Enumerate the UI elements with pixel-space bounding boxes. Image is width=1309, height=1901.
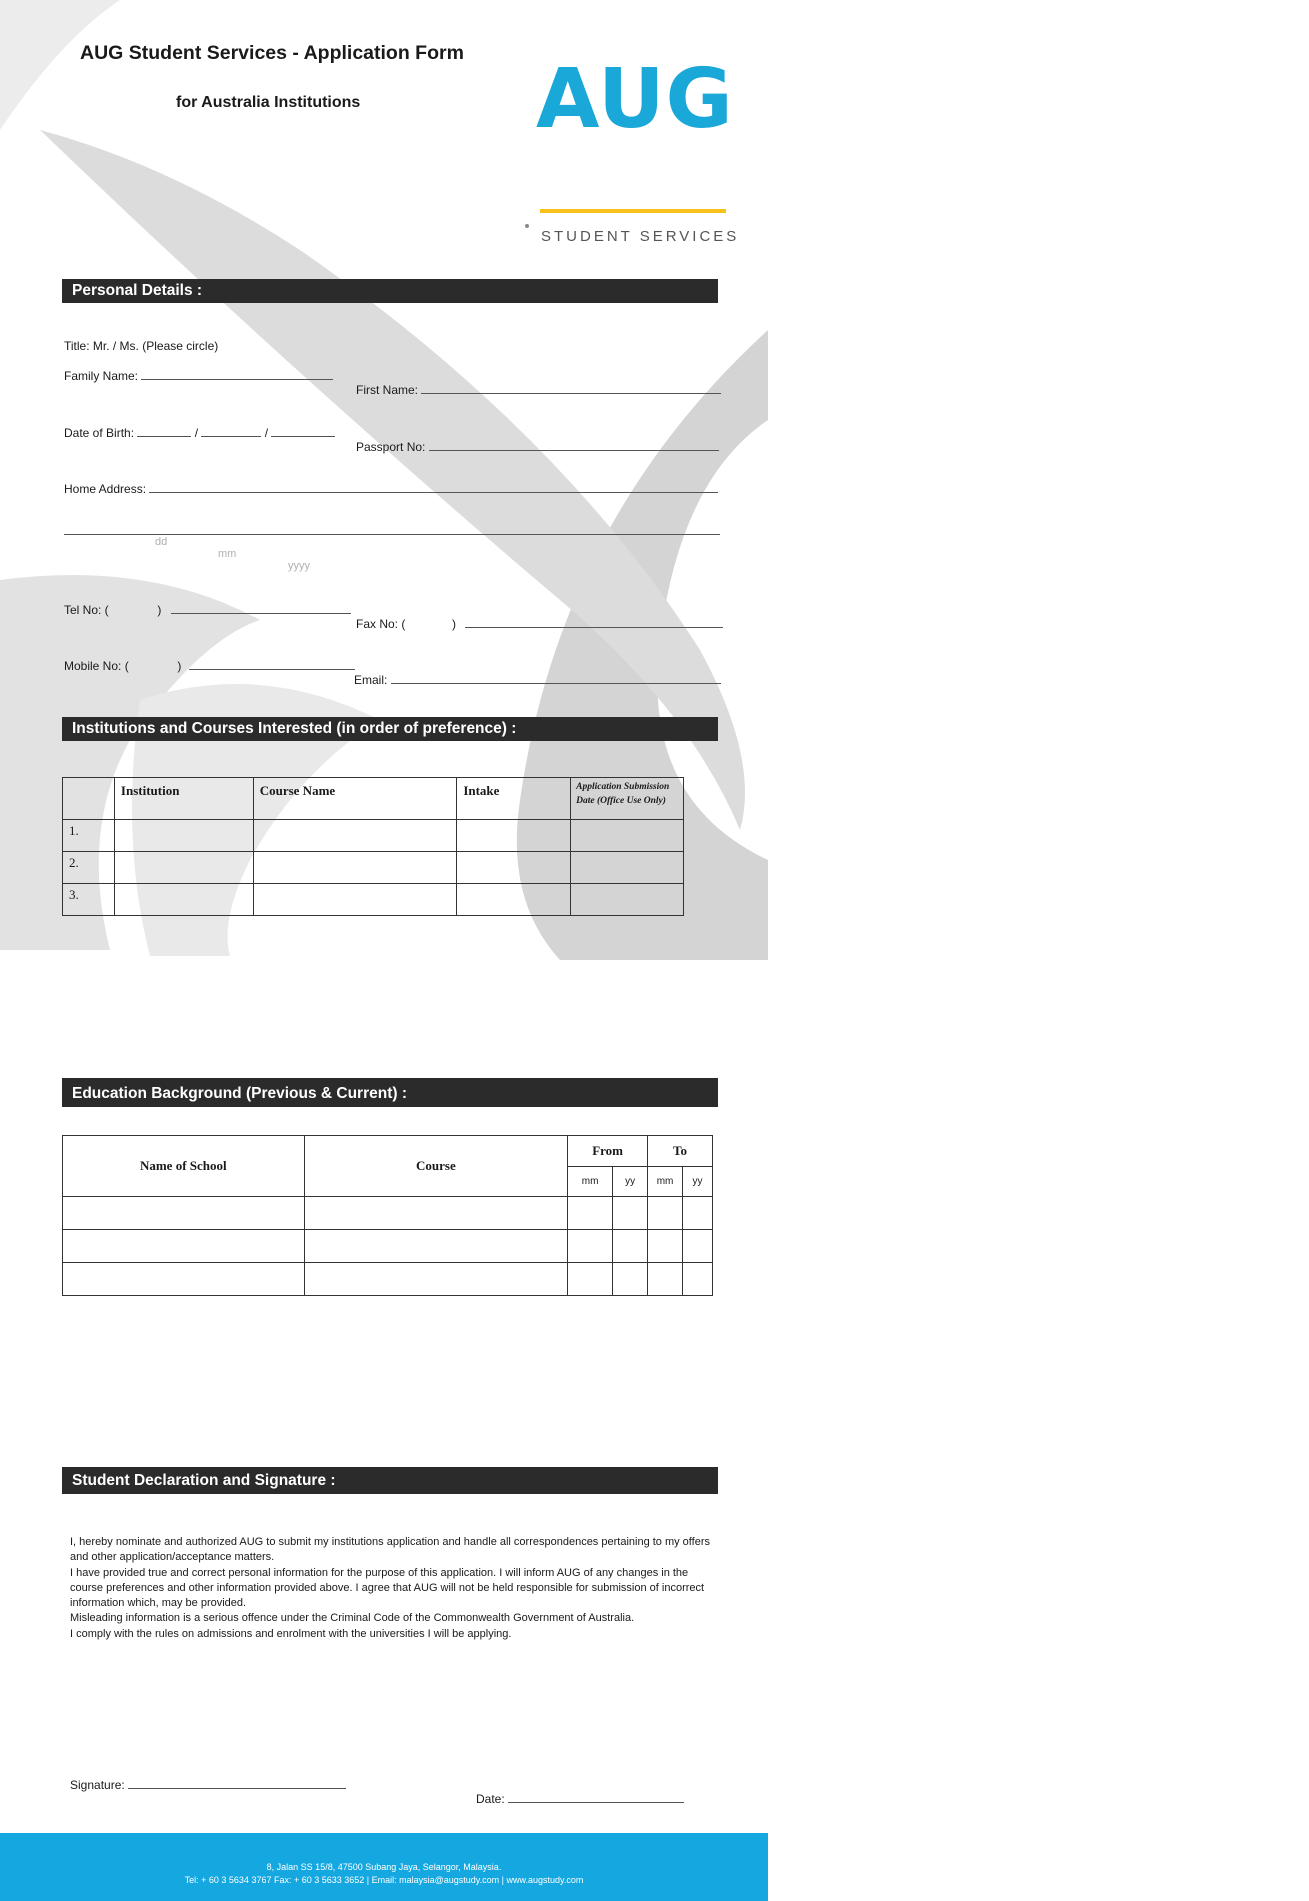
family-name-field[interactable]: [64, 369, 832, 383]
logo-accent-line: [540, 209, 726, 213]
dob-day-line[interactable]: [137, 426, 191, 437]
mobile-label: Mobile No: (: [64, 659, 129, 673]
declaration-paragraph: Misleading information is a serious offence under the Criminal Code of the Commonwealth Government of Australia.: [70, 1612, 635, 1625]
dob-slash-1: /: [194, 426, 199, 440]
course-name-cell[interactable]: [253, 852, 457, 884]
home-address-line-1[interactable]: [149, 482, 718, 493]
school-cell[interactable]: [63, 1197, 305, 1230]
course-cell[interactable]: [304, 1197, 568, 1230]
email-field[interactable]: [354, 673, 1122, 687]
intake-cell[interactable]: [457, 852, 571, 884]
signature-label: Signature:: [70, 1778, 125, 1793]
declaration-text: [70, 1535, 718, 1642]
email-line[interactable]: [391, 673, 721, 684]
education-heading: Education Background (Previous & Current) :: [62, 1078, 718, 1107]
tel-line[interactable]: [171, 603, 351, 614]
from-yy-cell[interactable]: [613, 1263, 648, 1296]
tel-label: Tel No: (: [64, 603, 109, 617]
fax-label: Fax No: (: [356, 617, 406, 631]
row-number: 2.: [63, 852, 115, 884]
from-mm-cell[interactable]: [568, 1197, 613, 1230]
dob-month-line[interactable]: [201, 426, 261, 437]
table-row: [63, 884, 684, 916]
dob-slash-2: /: [264, 426, 269, 440]
dob-dd-hint: dd: [155, 536, 168, 548]
row-number: 1.: [63, 820, 115, 852]
signature-line[interactable]: [128, 1778, 346, 1789]
dob-year-line[interactable]: [271, 426, 335, 437]
to-mm-cell[interactable]: [648, 1197, 683, 1230]
edu-from-mm: mm: [568, 1167, 613, 1197]
declaration-paragraph: I comply with the rules on admissions and enrolment with the universities I will be applying.: [70, 1627, 512, 1640]
passport-line[interactable]: [429, 440, 719, 451]
form-subtitle: for Australia Institutions: [176, 94, 361, 111]
table-row: [63, 852, 684, 884]
table-row: [63, 1197, 713, 1230]
inst-col-course-name: Course Name: [253, 778, 457, 820]
personal-details-heading: Personal Details :: [62, 279, 718, 303]
to-yy-cell[interactable]: [683, 1263, 713, 1296]
title-field[interactable]: Title: Mr. / Ms. (Please circle): [64, 339, 219, 353]
declaration-paragraph: I have provided true and correct personal information for the purpose of this application. I will inform AUG of any changes in the course preferences and other information provided above. I agree that AUG will not be held responsible for submission of incorrect information which, may be provided.: [70, 1566, 705, 1610]
education-header-row: [63, 1136, 713, 1167]
from-yy-cell[interactable]: [613, 1230, 648, 1263]
family-name-line[interactable]: [141, 369, 333, 380]
declaration-paragraph: I, hereby nominate and authorized AUG to submit my institutions application and handle all correspondences pertaining to my offers and other application/acceptance matters.: [70, 1536, 710, 1564]
course-cell[interactable]: [304, 1230, 568, 1263]
inst-col-blank: [63, 778, 115, 820]
institution-cell[interactable]: [114, 852, 253, 884]
mobile-close-paren: ): [177, 659, 182, 673]
course-name-cell[interactable]: [253, 820, 457, 852]
institution-cell[interactable]: [114, 884, 253, 916]
dob-yyyy-hint: yyyy: [288, 560, 310, 572]
to-yy-cell[interactable]: [683, 1197, 713, 1230]
footer-bar: [0, 1833, 768, 1901]
date-label: Date:: [476, 1792, 505, 1807]
dob-label: Date of Birth:: [64, 426, 135, 440]
dob-mm-hint: mm: [218, 548, 237, 560]
course-name-cell[interactable]: [253, 884, 457, 916]
mobile-field[interactable]: [64, 659, 832, 673]
from-yy-cell[interactable]: [613, 1197, 648, 1230]
to-yy-cell[interactable]: [683, 1230, 713, 1263]
passport-field[interactable]: [356, 440, 1124, 454]
submission-date-cell: [571, 884, 684, 916]
institutions-header-row: [63, 778, 684, 820]
first-name-label: First Name:: [356, 383, 419, 397]
table-row: [63, 1230, 713, 1263]
submission-date-cell: [571, 852, 684, 884]
school-cell[interactable]: [63, 1263, 305, 1296]
logo-tagline: STUDENT SERVICES: [541, 228, 740, 245]
education-table: [62, 1135, 713, 1296]
school-cell[interactable]: [63, 1230, 305, 1263]
dob-field[interactable]: [64, 426, 832, 440]
passport-label: Passport No:: [356, 440, 426, 454]
to-mm-cell[interactable]: [648, 1230, 683, 1263]
inst-col-submission-date: Application Submission Date (Office Use Only): [571, 778, 684, 820]
fax-field[interactable]: [356, 617, 1124, 631]
institutions-heading: Institutions and Courses Interested (in order of preference) :: [62, 717, 718, 741]
declaration-heading: Student Declaration and Signature :: [62, 1467, 718, 1494]
edu-from-yy: yy: [613, 1167, 648, 1197]
to-mm-cell[interactable]: [648, 1263, 683, 1296]
inst-col-intake: Intake: [457, 778, 571, 820]
home-address-line-2[interactable]: [64, 524, 720, 535]
intake-cell[interactable]: [457, 884, 571, 916]
home-address-label: Home Address:: [64, 482, 147, 496]
row-number: 3.: [63, 884, 115, 916]
edu-col-from: From: [568, 1136, 648, 1167]
home-address-field[interactable]: [64, 482, 832, 496]
edu-to-mm: mm: [648, 1167, 683, 1197]
tel-field[interactable]: [64, 603, 832, 617]
fax-close-paren: ): [452, 617, 457, 631]
edu-col-name-of-school: Name of School: [63, 1136, 305, 1197]
first-name-line[interactable]: [421, 383, 721, 394]
aug-logo-wordmark: AUG: [536, 52, 734, 147]
first-name-field[interactable]: [356, 383, 1124, 397]
edu-col-course: Course: [304, 1136, 568, 1197]
intake-cell[interactable]: [457, 820, 571, 852]
inst-col-institution: Institution: [114, 778, 253, 820]
tel-close-paren: ): [157, 603, 162, 617]
email-label: Email:: [354, 673, 388, 687]
institutions-table: [62, 777, 684, 916]
date-line[interactable]: [508, 1792, 684, 1803]
date-field[interactable]: [476, 1792, 1244, 1806]
footer-address: 8, Jalan SS 15/8, 47500 Subang Jaya, Selangor, Malaysia.: [266, 1862, 502, 1873]
edu-col-to: To: [648, 1136, 713, 1167]
footer-contact: Tel: + 60 3 5634 3767 Fax: + 60 3 5633 3652 | Email: malaysia@augstudy.com | www.augstudy.com: [184, 1875, 584, 1886]
fax-line[interactable]: [465, 617, 723, 628]
form-title: AUG Student Services - Application Form: [80, 42, 464, 64]
mobile-line[interactable]: [189, 659, 355, 670]
signature-field[interactable]: [70, 1778, 838, 1792]
from-mm-cell[interactable]: [568, 1263, 613, 1296]
table-row: [63, 820, 684, 852]
from-mm-cell[interactable]: [568, 1230, 613, 1263]
family-name-label: Family Name:: [64, 369, 139, 383]
institution-cell[interactable]: [114, 820, 253, 852]
course-cell[interactable]: [304, 1263, 568, 1296]
submission-date-cell: [571, 820, 684, 852]
edu-to-yy: yy: [683, 1167, 713, 1197]
table-row: [63, 1263, 713, 1296]
logo-dot: [525, 224, 529, 228]
